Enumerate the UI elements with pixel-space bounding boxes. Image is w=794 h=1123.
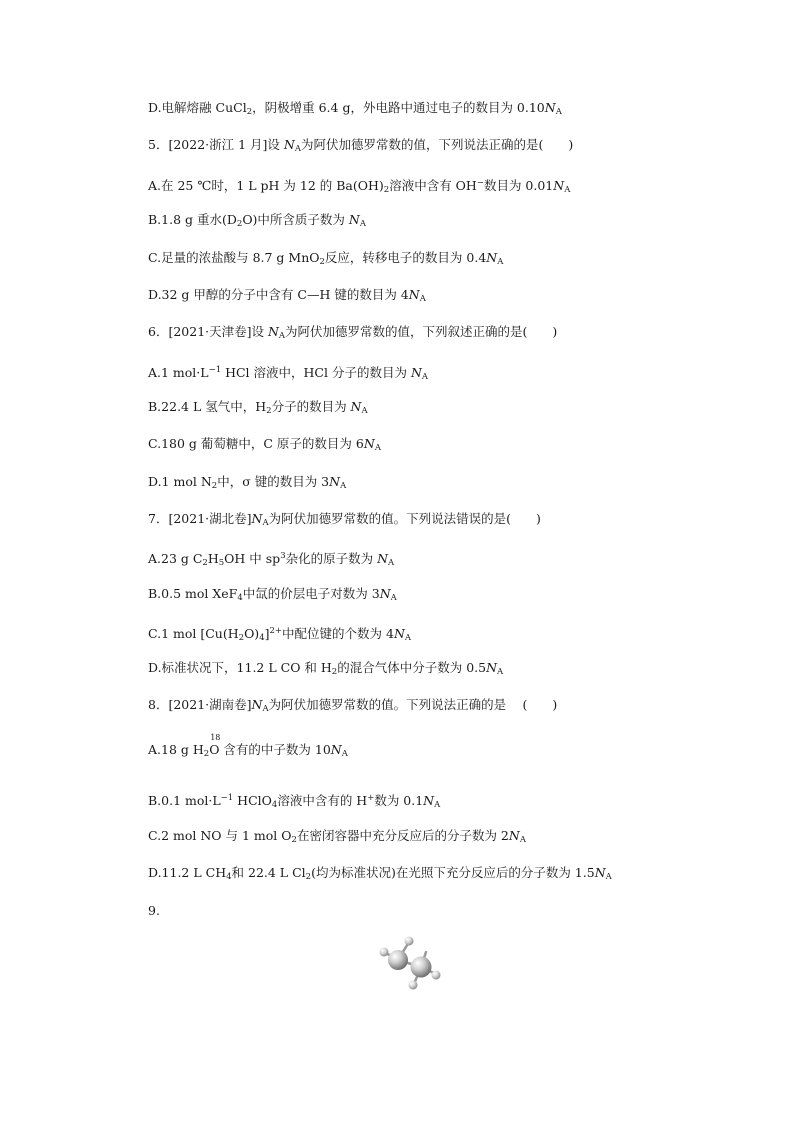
text-line-l17: A.18 g $H_2$ 18 O 含有的中子数为 $10N_A$ xyxy=(148,733,348,759)
text-line-l9: C.180 g 葡萄糖中，C 原子的数目为 $6N_A$ xyxy=(148,436,381,453)
text-line-l3: B.1.8 g 重水$(D_2O)$中所含质子数为 $N_A$ xyxy=(148,212,366,229)
text-line-l8: B.22.4 L 氢气中，$H_2$分子的数目为 $N_A$ xyxy=(148,399,368,416)
text-line-l18: B.0.1 $mol\cdot L^{-1}$ HClO$_4$溶液中含有的 H+数为 $0.1N_A$ xyxy=(148,793,441,810)
text-line-l7: A.1 $mol\cdot L^{-1}$ HCl 溶液中，HCl 分子的数目为 $N_A$ xyxy=(148,365,429,382)
text-line-l1: 5．[2022·浙江 1 月]设 $N_A$为阿伏加德罗常数的值，下列说法正确的是( ) xyxy=(148,137,574,154)
text-line-l6: 6．[2021·天津卷]设 $N_A$为阿伏加德罗常数的值，下列叙述正确的是( ) xyxy=(148,324,558,341)
text-line-l14: C.1 mol $[Cu(H_2O)_4]^{2+}$中配位键的个数为 $4N_A$ xyxy=(148,626,412,643)
text-line-l0: D.电解熔融 CuCl$_2$，阴极增重 6.4 g，外电路中通过电子的数目为 $0.10N_A$ xyxy=(148,100,562,117)
text-line-l11: 7．[2021·湖北卷]$N_A$为阿伏加德罗常数的值。下列说法错误的是( ) xyxy=(148,511,541,528)
text-line-l4: C.足量的浓盐酸与 8.7 g MnO$_2$反应，转移电子的数目为 $0.4N_A$ xyxy=(148,250,504,267)
text-line-l19: C.2 mol NO 与 1 mol $O_2$在密闭容器中充分反应后的分子数为 $2N_A$ xyxy=(148,828,526,845)
text-line-l15: D.标准状况下，11.2 L CO 和 $H_2$的混合气体中分子数为 $0.5N_A$ xyxy=(148,660,504,677)
text-line-l16: 8．[2021·湖南卷]$N_A$为阿伏加德罗常数的值。下列说法正确的是 ( ) xyxy=(148,697,558,714)
molecule-ball-stick-image xyxy=(376,932,448,994)
text-line-l10: D.1 mol $N_2$中，σ 键的数目为 $3N_A$ xyxy=(148,474,347,491)
text-line-l2: A.在 25 ℃时，1 L pH 为 12 的 $Ba(OH)_2$溶液中含有 OH−数目为 $0.01N_A$ xyxy=(148,178,571,195)
text-line-l5: D.32 g 甲醇的分子中含有 C—H 键的数目为 $4N_A$ xyxy=(148,287,426,304)
text-line-l12: A.23 g $C_2H_5OH$ 中 $sp^3$杂化的原子数为 $N_A$ xyxy=(148,551,395,568)
text-line-l13: B.0.5 mol XeF$_4$中氙的价层电子对数为 $3N_A$ xyxy=(148,586,397,603)
text-line-l20: D.11.2 L $CH_4$和 22.4 L $Cl_2$(均为标准状况)在光照下充分反应后的分子数为 $1.5N_A$ xyxy=(148,865,612,882)
text-line-l21: 9. xyxy=(148,903,160,918)
